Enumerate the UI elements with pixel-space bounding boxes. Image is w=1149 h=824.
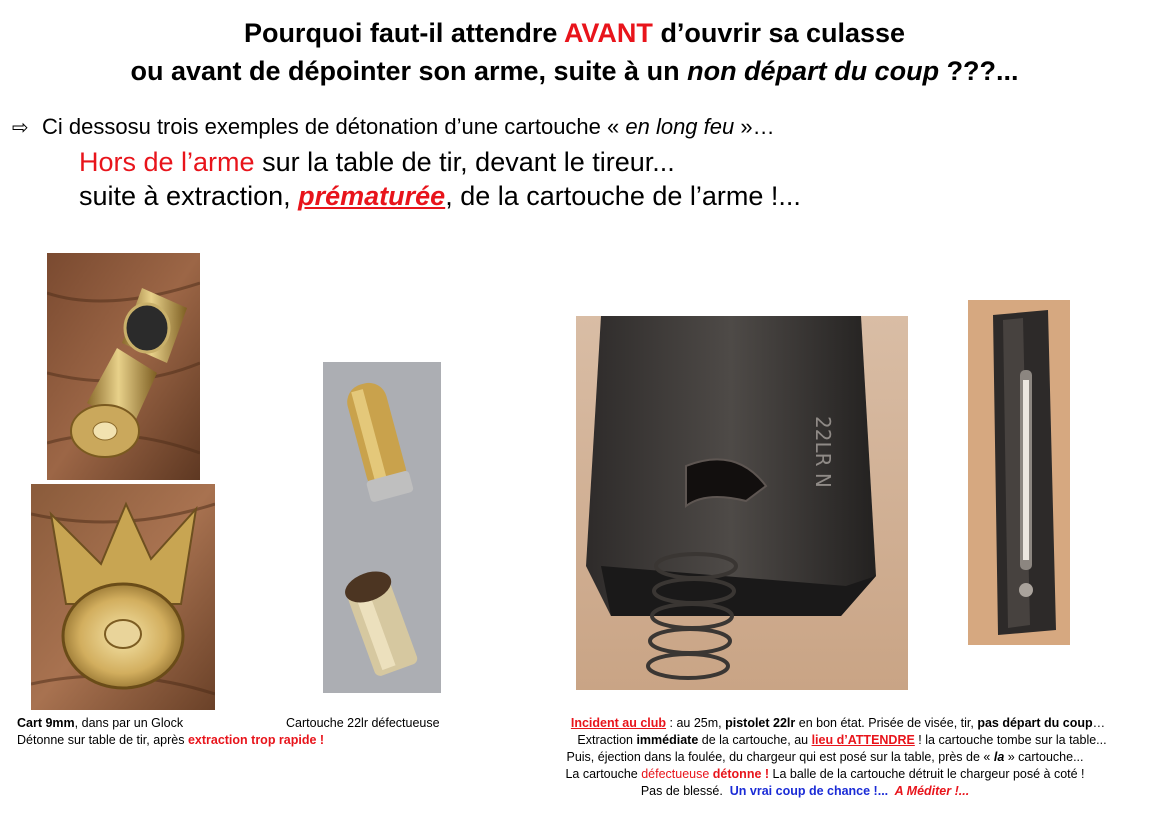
caption-red: extraction trop rapide ! (187, 733, 325, 747)
caption-text: Extraction (577, 733, 637, 747)
photo-magazine-full (968, 300, 1070, 645)
incident-line-1 (526, 715, 1149, 732)
caption-bold: la (993, 750, 1005, 764)
bullet-2 (12, 145, 801, 179)
title-line-2 (0, 52, 1149, 90)
caption-9mm-line-2 (17, 732, 324, 749)
caption-incident (500, 715, 1149, 800)
caption-bold: immédiate (636, 733, 699, 747)
caption-text: , dans par un Glock (74, 716, 184, 730)
caption-22lr (286, 715, 440, 732)
caption-text: : au 25m, (666, 716, 726, 730)
caption-bold: pistolet 22lr (725, 716, 796, 730)
photo-22lr-cartridge (323, 362, 441, 693)
title-text: d’ouvrir sa culasse (652, 18, 906, 48)
caption-text: Puis, éjection dans la foulée, du chargeur qui est posé sur la table, près de « (566, 750, 994, 764)
caption-text: La balle de la cartouche détruit le chargeur posé à coté ! (769, 767, 1085, 781)
caption-red: défectueuse (641, 767, 710, 781)
bullet-text: suite à extraction, (79, 181, 299, 211)
title-text: ou avant de dépointer son arme, suite à un (130, 56, 688, 86)
caption-text: Détonne sur table de tir, après (17, 733, 188, 747)
bullet-emphasis: prématurée (298, 181, 446, 211)
caption-text: … (1092, 716, 1106, 730)
caption-text: de la cartouche, au (698, 733, 812, 747)
bullet-1 (12, 110, 801, 145)
caption-red: lieu d’ATTENDRE (811, 733, 915, 747)
caption-bold: pas départ du coup (977, 716, 1093, 730)
incident-line-5 (500, 783, 1110, 800)
photo-9mm-case-top (47, 253, 200, 480)
photo-9mm-case-bottom (31, 484, 215, 710)
incident-line-3 (500, 749, 1149, 766)
caption-blue: Un vrai coup de chance !... (729, 784, 889, 798)
caption-9mm-line-1 (17, 715, 324, 732)
title-line-1 (0, 14, 1149, 52)
title-text: ???... (939, 56, 1019, 86)
bullet-text: Ci dessosu trois exemples de détonation d’une cartouche « (42, 114, 626, 139)
slide-title (0, 14, 1149, 90)
bullet-text: sur la table de tir, devant le tireur... (254, 147, 675, 177)
incident-line-4 (500, 766, 1149, 783)
photo-damaged-magazine-closeup (576, 316, 908, 690)
caption-text: Cartouche 22lr défectueuse (286, 716, 440, 730)
bullet-italic: en long feu (625, 114, 735, 139)
arrow-icon: ⇨ (12, 117, 29, 139)
caption-text: Pas de blessé. (640, 784, 730, 798)
title-avant: AVANT (563, 18, 653, 48)
title-italic: non départ du coup (687, 56, 940, 86)
caption-red: détonne ! (712, 767, 770, 781)
svg-text:22LR N: 22LR N (811, 416, 835, 488)
incident-line-2 (534, 732, 1149, 749)
caption-text: La cartouche (565, 767, 642, 781)
caption-text: ! la cartouche tombe sur la table... (914, 733, 1107, 747)
caption-9mm (17, 715, 324, 749)
bullet-text: »… (734, 114, 775, 139)
caption-text: » cartouche... (1004, 750, 1084, 764)
caption-red: A Méditer !... (888, 784, 970, 798)
bullet-3 (12, 179, 801, 213)
title-text: Pourquoi faut-il attendre (243, 18, 564, 48)
bullet-list (12, 110, 801, 213)
bullet-red: Hors de l’arme (79, 147, 255, 177)
incident-label: Incident au club (570, 716, 667, 730)
caption-bold: Cart 9mm (17, 716, 75, 730)
caption-text: en bon état. Prisée de visée, tir, (795, 716, 978, 730)
bullet-text: , de la cartouche de l’arme !... (445, 181, 801, 211)
